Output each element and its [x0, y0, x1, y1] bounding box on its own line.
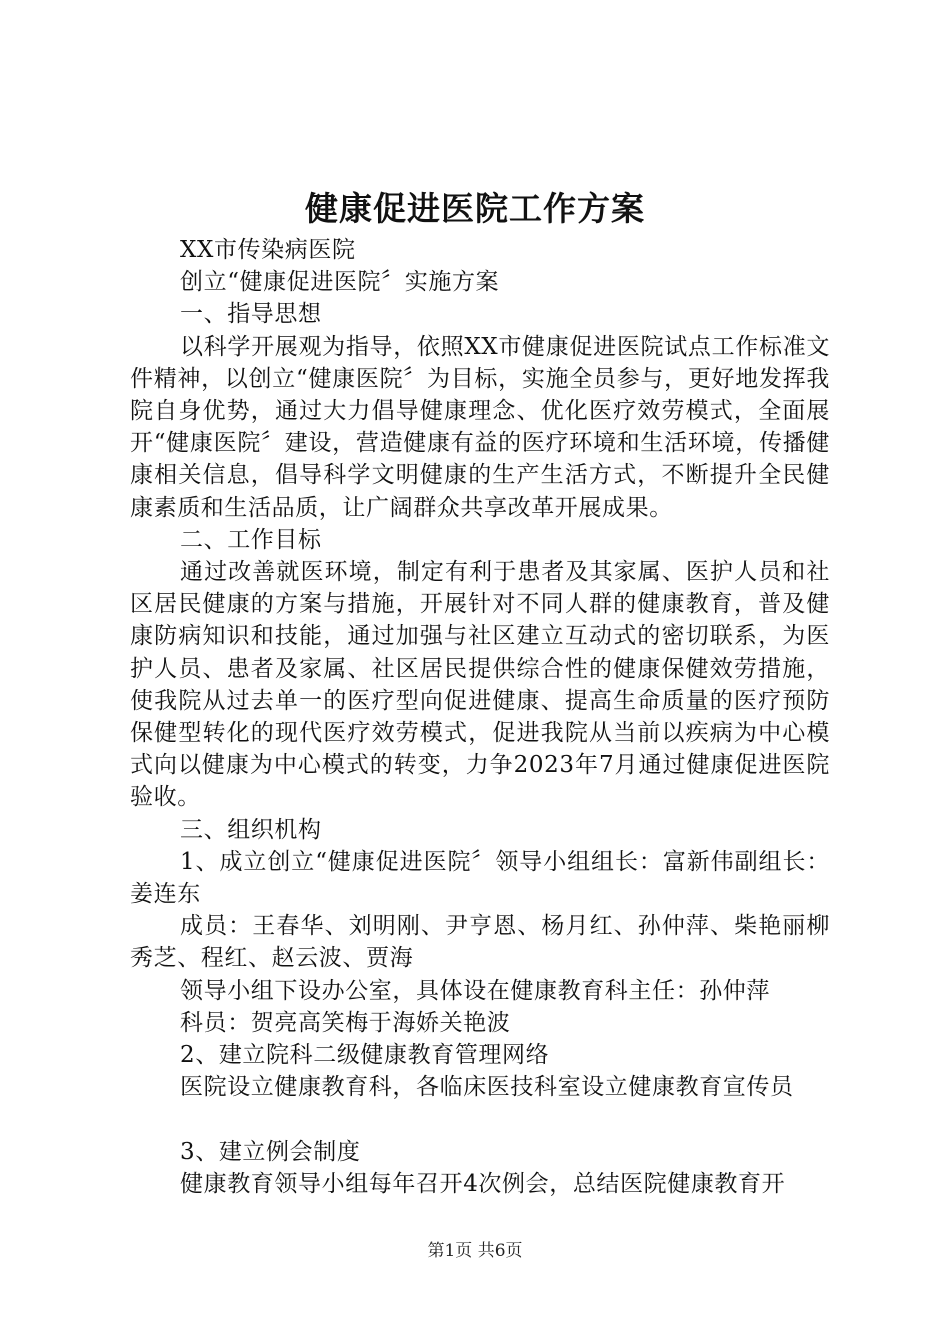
blank-line: [130, 1103, 830, 1135]
paragraph-meeting: 健康教育领导小组每年召开4次例会，总结医院健康教育开: [180, 1170, 786, 1197]
section-heading-1: 一、指导思想: [180, 301, 322, 328]
hospital-name: XX市传染病医院: [180, 237, 356, 263]
paragraph-leadership-group: 1、成立创立“健康促进医院〞领导小组组长：富新伟副组长：姜连东: [130, 848, 830, 908]
paragraph-office: 领导小组下设办公室，具体设在健康教育科主任：孙仲萍: [180, 977, 770, 1004]
document-body: [130, 234, 830, 1200]
section-heading-3: 三、组织机构: [180, 816, 322, 843]
subheading-meeting: 3、建立例会制度: [180, 1138, 361, 1165]
paragraph-guiding-thought: 以科学开展观为指导，依照XX市健康促进医院试点工作标准文件精神，以创立“健康医院〞为目标，实施全员参与，更好地发挥我院自身优势，通过大力倡导健康理念、优化医疗效劳模式，全面展开“健康医院〞建设，营造健康有益的医疗环境和生活环境，传播健康相关信息，倡导科学文明健康的生产生活方式，不断提升全民健康素质和生活品质，让广阔群众共享改革开展成果。: [130, 333, 830, 521]
paragraph-members: 成员：王春华、刘明刚、尹亨恩、杨月红、孙仲萍、柴艳丽柳秀芝、程红、赵云波、贾海: [130, 913, 830, 972]
section-heading-2: 二、工作目标: [180, 526, 322, 553]
document-title: 健康促进医院工作方案: [305, 189, 645, 228]
paragraph-work-goals: 通过改善就医环境，制定有利于患者及其家属、医护人员和社区居民健康的方案与措施，开展针对不同人群的健康教育，普及健康防病知识和技能，通过加强与社区建立互动式的密切联系，为医护人员、患者及家属、社区居民提供综合性的健康保健效劳措施，使我院从过去单一的医疗型向促进健康、提高生命质量的医疗预防保健型转化的现代医疗效劳模式，促进我院从当前以疾病为中心模式向以健康为中心模式的转变，力争2023年7月通过健康促进医院验收。: [130, 559, 830, 811]
paragraph-staff: 科员：贺亮高笑梅于海娇关艳波: [180, 1009, 511, 1036]
subheading-network: 2、建立院科二级健康教育管理网络: [180, 1042, 550, 1069]
plan-subtitle: 创立“健康促进医院〞实施方案: [180, 269, 500, 296]
paragraph-network: 医院设立健康教育科，各临床医技科室设立健康教育宣传员: [180, 1074, 794, 1101]
page-footer: 第1页 共6页: [427, 1241, 523, 1261]
